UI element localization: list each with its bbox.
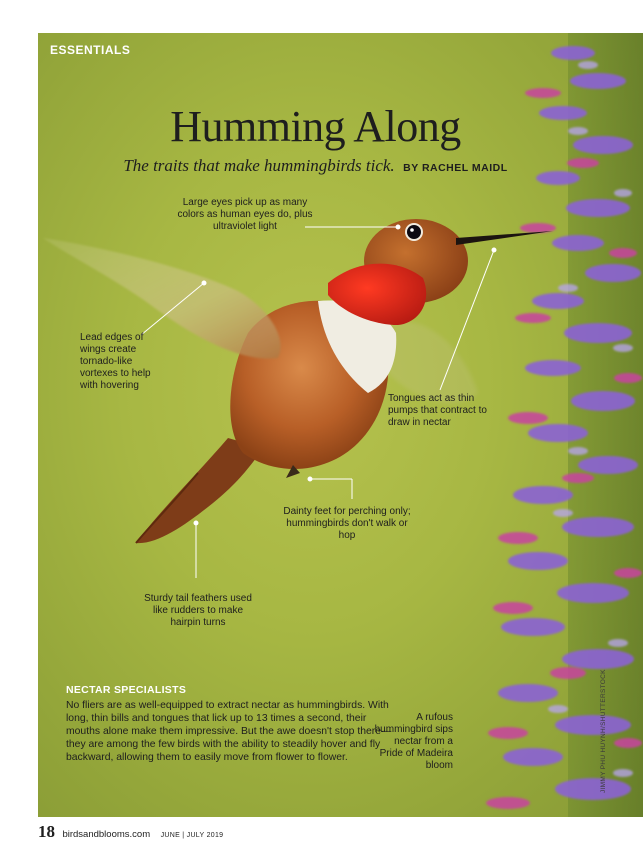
footer-site: birdsandblooms.com [62,829,151,840]
sidebar-heading: NECTAR SPECIALISTS [66,684,187,696]
callout-wings: Lead edges of wings create tornado-like vortexes to help with hovering [80,332,151,391]
section-label: ESSENTIALS [50,43,131,57]
photo-caption: A rufous hummingbird sips nectar from a Pride of Madeira bloom [374,712,453,771]
bird-bill [456,231,553,245]
article-byline: BY RACHEL MAIDL [403,162,508,174]
callout-eyes: Large eyes pick up as many colors as human eyes do, plus ultraviolet light [177,197,313,232]
sidebar-body: No fliers are as well-equipped to extract nectar as hummingbirds. With long, thin bills and tongues that lick up to 13 times a second, their mouths alone make them impressive. But the awe doesn't stop there—they are among the few birds with the ability to steadily hover and fly backward, allowing them to easily move from flower to flower. [66,700,392,763]
callout-tongues: Tongues act as thin pumps that contract to draw in nectar [388,393,487,428]
page-footer [38,822,223,842]
bird-tail [136,438,263,543]
photo-credit: JIMMY PHU HUYNH/SHUTTERSTOCK [600,669,607,793]
hummingbird-photo [38,33,643,817]
article-dek: The traits that make hummingbirds tick. [123,156,395,175]
callout-feet: Dainty feet for perching only; hummingbirds don't walk or hop [283,506,411,541]
bird-eye [407,225,421,239]
article-title: Humming Along [170,102,461,151]
callout-tail: Sturdy tail feathers used like rudders to make hairpin turns [144,593,252,628]
footer-issue-date: JUNE | JULY 2019 [160,832,224,839]
article-subtitle [38,156,593,176]
page-number: 18 [38,822,55,841]
